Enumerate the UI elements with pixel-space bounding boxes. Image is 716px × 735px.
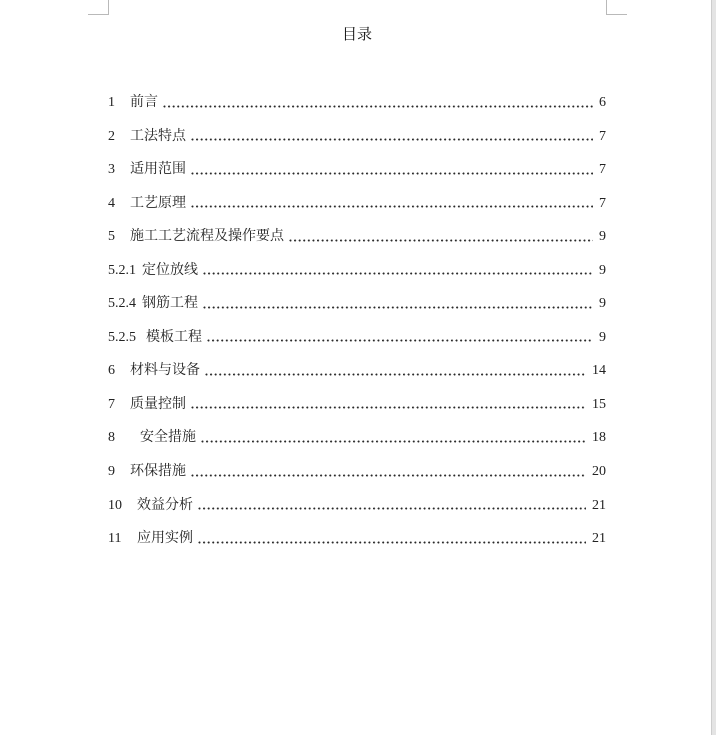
toc-dot-leader bbox=[191, 455, 586, 489]
toc-entry-page-number: 20 bbox=[592, 464, 606, 480]
toc-entry[interactable] bbox=[108, 287, 606, 321]
toc-dot-leader bbox=[203, 254, 593, 288]
toc-entry-number: 10 bbox=[108, 497, 122, 513]
toc-dot-leader bbox=[191, 187, 593, 221]
toc-entry-page-number: 7 bbox=[599, 128, 606, 144]
toc-entry-page-number: 7 bbox=[599, 195, 606, 211]
toc-entry[interactable] bbox=[108, 187, 606, 221]
toc-entry-page-number: 9 bbox=[599, 262, 606, 278]
toc-entry-number: 5 bbox=[108, 229, 115, 245]
toc-entry[interactable] bbox=[108, 220, 606, 254]
toc-dot-leader bbox=[198, 522, 586, 556]
top-left-margin-mark bbox=[88, 0, 109, 15]
toc-entry[interactable] bbox=[108, 388, 606, 422]
top-right-margin-mark bbox=[606, 0, 627, 15]
toc-dot-leader bbox=[201, 421, 586, 455]
toc-entry-title: 钢筋工程 bbox=[142, 296, 198, 312]
toc-entry-page-number: 9 bbox=[599, 329, 606, 345]
toc-entry-number: 5.2.1 bbox=[108, 262, 136, 278]
toc-dot-leader bbox=[191, 388, 586, 422]
toc-entry-title: 安全措施 bbox=[140, 430, 196, 446]
toc-dot-leader bbox=[198, 489, 586, 523]
toc-entry-title: 前言 bbox=[130, 95, 158, 110]
toc-dot-leader bbox=[289, 220, 593, 254]
toc-entry-number: 5.2.4 bbox=[108, 296, 136, 312]
toc-entry-title: 定位放线 bbox=[142, 262, 198, 278]
toc-entry-page-number: 18 bbox=[592, 430, 606, 446]
toc-entry-title: 施工工艺流程及操作要点 bbox=[130, 229, 284, 245]
toc-entry-page-number: 7 bbox=[599, 162, 606, 178]
toc-entry[interactable] bbox=[108, 522, 606, 556]
toc-entry-page-number: 21 bbox=[592, 497, 606, 513]
toc-entry-title: 工艺原理 bbox=[130, 195, 186, 211]
toc-entry[interactable] bbox=[108, 321, 606, 355]
window-right-edge bbox=[711, 0, 716, 735]
toc-entry-page-number: 15 bbox=[592, 396, 606, 412]
toc-entry-number: 7 bbox=[108, 396, 115, 412]
toc-dot-leader bbox=[205, 354, 586, 388]
toc-entry-title: 效益分析 bbox=[137, 497, 193, 513]
toc-entry[interactable] bbox=[108, 153, 606, 187]
toc-entry-title: 模板工程 bbox=[146, 329, 202, 345]
toc-entry[interactable] bbox=[108, 86, 606, 120]
toc-entry[interactable] bbox=[108, 421, 606, 455]
toc-entry-title: 工法特点 bbox=[130, 128, 186, 144]
toc-entry-number: 6 bbox=[108, 363, 115, 379]
toc-dot-leader bbox=[203, 287, 593, 321]
toc-entry-page-number: 9 bbox=[599, 296, 606, 312]
toc-entry-page-number: 6 bbox=[599, 95, 606, 110]
toc-entry[interactable] bbox=[108, 354, 606, 388]
toc-entry-page-number: 14 bbox=[592, 363, 606, 379]
toc-entry-number: 2 bbox=[108, 128, 115, 144]
toc-entry-number: 4 bbox=[108, 195, 115, 211]
table-of-contents bbox=[108, 86, 606, 556]
toc-entry[interactable] bbox=[108, 254, 606, 288]
toc-entry-title: 适用范围 bbox=[130, 162, 186, 178]
toc-dot-leader bbox=[163, 86, 593, 120]
toc-entry-title: 质量控制 bbox=[130, 396, 186, 412]
toc-entry-number: 5.2.5 bbox=[108, 329, 136, 345]
toc-entry[interactable] bbox=[108, 455, 606, 489]
toc-entry[interactable] bbox=[108, 489, 606, 523]
toc-entry-number: 9 bbox=[108, 464, 115, 480]
toc-entry-number: 11 bbox=[108, 531, 122, 547]
toc-dot-leader bbox=[207, 321, 593, 355]
toc-entry-title: 应用实例 bbox=[137, 531, 193, 547]
toc-entry-number: 1 bbox=[108, 95, 115, 110]
toc-entry-page-number: 9 bbox=[599, 229, 606, 245]
toc-dot-leader bbox=[191, 153, 593, 187]
toc-entry-number: 8 bbox=[108, 430, 115, 446]
toc-entry-number: 3 bbox=[108, 162, 115, 178]
toc-heading: 目录 bbox=[341, 27, 372, 43]
toc-entry-title: 环保措施 bbox=[130, 464, 186, 480]
toc-dot-leader bbox=[191, 120, 593, 154]
toc-entry[interactable] bbox=[108, 120, 606, 154]
toc-entry-title: 材料与设备 bbox=[130, 363, 200, 379]
toc-entry-page-number: 21 bbox=[592, 531, 606, 547]
